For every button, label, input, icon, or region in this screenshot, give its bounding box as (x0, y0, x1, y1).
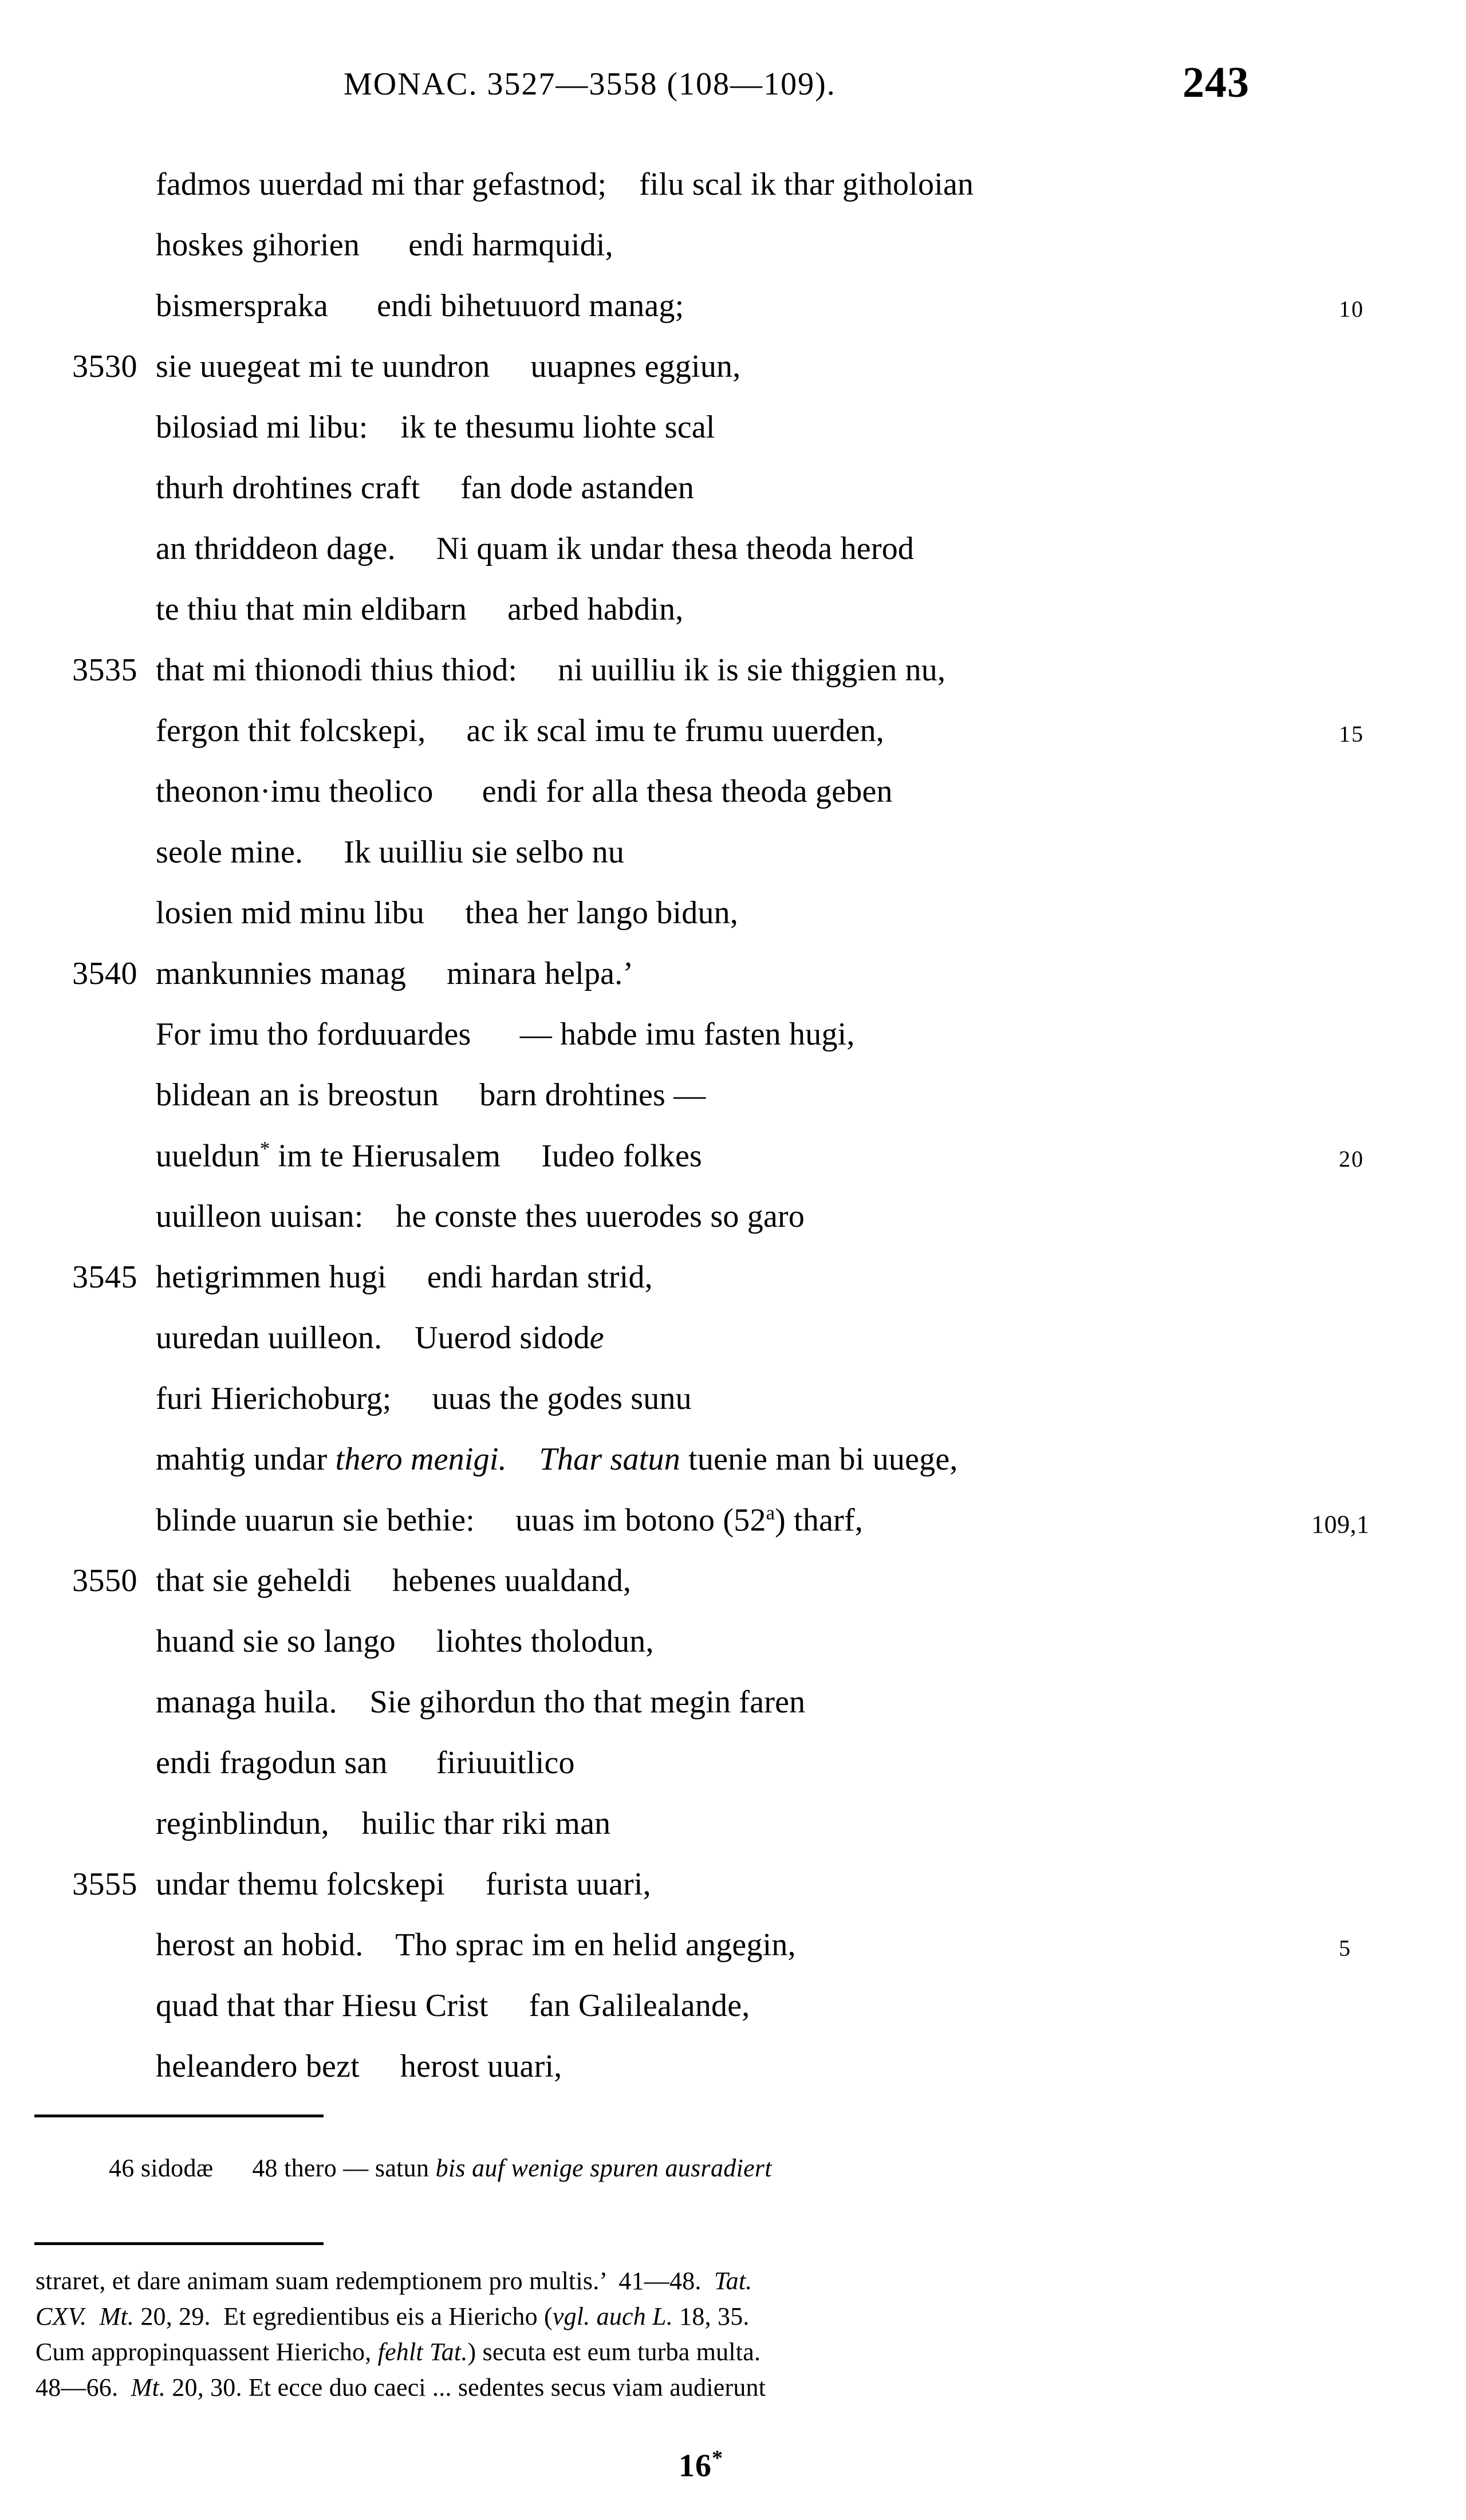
verse-line (0, 1320, 1466, 1380)
commentary-line-3-italic: fehlt Tat. (377, 2338, 468, 2366)
verse-line (0, 1805, 1466, 1866)
verse-line-text: that sie geheldi hebenes uualdand, (156, 1563, 632, 1598)
emended-letter: e (589, 1320, 604, 1356)
verse-line (0, 409, 1466, 470)
verse-line (0, 1745, 1466, 1805)
verse-line (0, 1987, 1466, 2048)
verse-line-text: heleandero bezt herost uuari, (156, 2049, 562, 2084)
commentary-line-1 (36, 2263, 1421, 2299)
commentary-line-2-italic-a: CXV. (36, 2302, 100, 2330)
commentary-line-3-roman: Cum appropinquassent Hiericho, (36, 2338, 378, 2366)
verse-line-text: bismerspraka endi bihetuuord manag; (156, 288, 684, 324)
apparatus-rule (34, 2115, 324, 2117)
verse-line (0, 1259, 1466, 1320)
verse-line (0, 470, 1466, 530)
verse-line-text: For imu tho forduuardes — habde imu fasten hugi, (156, 1017, 855, 1052)
commentary-line-4-roman: 48—66. (36, 2373, 131, 2401)
verse-line (0, 591, 1466, 652)
margin-verse-number: 5 (1339, 1935, 1351, 1961)
verse-line-text: endi fragodun san firiuuitlico (156, 1745, 575, 1781)
verse-line-text: huand sie so lango liohtes tholodun, (156, 1624, 654, 1659)
verse-line (0, 530, 1466, 591)
verse-line-text: quad that thar Hiesu Crist fan Galilealande, (156, 1988, 750, 2023)
signature-mark (679, 2446, 723, 2484)
commentary-line-2-italic-c: vgl. auch L. (552, 2302, 673, 2330)
verse-line (0, 348, 1466, 409)
commentary-line-2-italic-b: Mt. (99, 2302, 135, 2330)
verse-line (0, 288, 1466, 348)
verse-line (0, 166, 1466, 227)
signature-asterisk: * (712, 2446, 724, 2470)
verse-line (0, 712, 1466, 773)
manuscript-citation: thero menigi. (335, 1442, 507, 1477)
verse-line-text: reginblindun, huilic thar riki man (156, 1806, 611, 1841)
verse-line-text: losien mid minu libu thea her lango bidun, (156, 895, 739, 931)
verse-line-text: sie uuegeat mi te uundron uuapnes eggiun, (156, 349, 741, 384)
margin-verse-number: 10 (1339, 296, 1364, 322)
commentary-line-1-roman: straret, et dare animam suam redemptionem pro multis.’ 41—48. (36, 2267, 715, 2295)
verse-line (0, 1562, 1466, 1623)
running-head-title: MONAC. 3527—3558 (108—109). (344, 66, 836, 102)
verse-line-number: 3530 (72, 349, 137, 384)
verse-line-text: blidean an is breostun barn drohtines — (156, 1077, 706, 1113)
verse-line (0, 834, 1466, 895)
verse-line (0, 1684, 1466, 1745)
commentary-line-1-italic: Tat. (714, 2267, 752, 2295)
commentary-line-2-roman-b: 18, 35. (673, 2302, 750, 2330)
margin-verse-number: 15 (1339, 721, 1364, 747)
verse-line-text: fergon thit folcskepi, ac ik scal imu te frumu uuerden, (156, 713, 884, 749)
verse-line (0, 1502, 1466, 1562)
verse-line (0, 1380, 1466, 1441)
verse-line-text: undar themu folcskepi furista uuari, (156, 1867, 651, 1902)
folio-superscript: a (766, 1502, 775, 1524)
verse-line-text: hetigrimmen hugi endi hardan strid, (156, 1259, 653, 1295)
commentary-line-4 (36, 2370, 1421, 2405)
verse-line (0, 1441, 1466, 1502)
verse-line-text: te thiu that min eldibarn arbed habdin, (156, 592, 684, 627)
commentary-line-2 (36, 2299, 1421, 2334)
verse-line (0, 955, 1466, 1016)
apparatus-criticus (109, 2153, 772, 2183)
commentary-rule (34, 2242, 324, 2245)
verse-line (0, 1623, 1466, 1684)
verse-line-number: 3555 (72, 1867, 137, 1902)
commentary-line-3 (36, 2334, 1421, 2370)
commentary-line-4-italic: Mt. (131, 2373, 166, 2401)
verse-line-text: herost an hobid. Tho sprac im en helid angegin, (156, 1927, 796, 1963)
verse-line (0, 1137, 1466, 1198)
verse-line-text: seole mine. Ik uuilliu sie selbo nu (156, 834, 625, 870)
verse-line (0, 895, 1466, 955)
verse-line-text: thurh drohtines craft fan dode astanden (156, 470, 695, 506)
verse-line-text: mankunnies manag minara helpa.’ (156, 956, 634, 991)
verse-line-text: blinde uuarun sie bethie: uuas im botono (52$^a$) tharf, (156, 1502, 864, 1538)
commentary-line-2-roman: 20, 29. Et egredientibus eis a Hiericho ( (134, 2302, 553, 2330)
margin-verse-number: 109,1 (1311, 1510, 1370, 1538)
verse-line-text: bilosiad mi libu: ik te thesumu liohte scal (156, 410, 715, 445)
running-head (0, 58, 1466, 117)
apparatus-italic-text: bis auf wenige spuren ausradiert (435, 2154, 772, 2182)
verse-line (0, 1927, 1466, 1987)
verse-line-text: uuredan uuilleon. Uuerod sidode (156, 1320, 604, 1356)
verse-line (0, 1016, 1466, 1077)
verse-line-text: fadmos uuerdad mi thar gefastnod; filu scal ik thar githoloian (156, 167, 974, 202)
verse-line-text: uuilleon uuisan: he conste thes uuerodes so garo (156, 1199, 805, 1234)
verse-line-text: that mi thionodi thius thiod: ni uuilliu ik is sie thiggien nu, (156, 652, 946, 688)
verse-line-text: hoskes gihorien endi harmquidi, (156, 227, 613, 263)
verse-line (0, 2048, 1466, 2109)
verse-line-number: 3535 (72, 652, 137, 688)
verse-line-text: managa huila. Sie gihordun tho that megin faren (156, 1684, 806, 1720)
verse-line-text: furi Hierichoburg; uuas the godes sunu (156, 1381, 692, 1416)
verse-line (0, 1198, 1466, 1259)
verse-line-number: 3540 (72, 956, 137, 991)
verse-line (0, 1866, 1466, 1927)
verse-line-text: mahtig undar thero menigi. Thar satun tuenie man bi uuege, (156, 1442, 958, 1477)
verse-line-text: uueldun* im te Hierusalem Iudeo folkes (156, 1137, 703, 1174)
verse-line (0, 773, 1466, 834)
verse-line (0, 1077, 1466, 1137)
verse-line-text: an thriddeon dage. Ni quam ik undar thesa theoda herod (156, 531, 915, 566)
latin-commentary (36, 2263, 1421, 2405)
verse-line-number: 3545 (72, 1259, 137, 1295)
verse-line (0, 227, 1466, 288)
manuscript-citation: Thar satun (539, 1442, 680, 1477)
signature-number: 16 (679, 2448, 712, 2484)
verse-line (0, 652, 1466, 712)
footnote-asterisk: * (259, 1137, 270, 1160)
apparatus-roman-text: 46 sidodæ 48 thero — satun (109, 2154, 436, 2182)
verse-line-text: theonon·imu theolico endi for alla thesa theoda geben (156, 774, 893, 809)
page-number: 243 (1183, 58, 1250, 107)
commentary-line-3-roman-b: ) secuta est eum turba multa. (467, 2338, 761, 2366)
commentary-line-4-roman-b: 20, 30. Et ecce duo caeci ... sedentes secus viam audierunt (165, 2373, 766, 2401)
margin-verse-number: 20 (1339, 1146, 1364, 1172)
verse-block (0, 166, 1466, 2109)
verse-line-number: 3550 (72, 1563, 137, 1598)
